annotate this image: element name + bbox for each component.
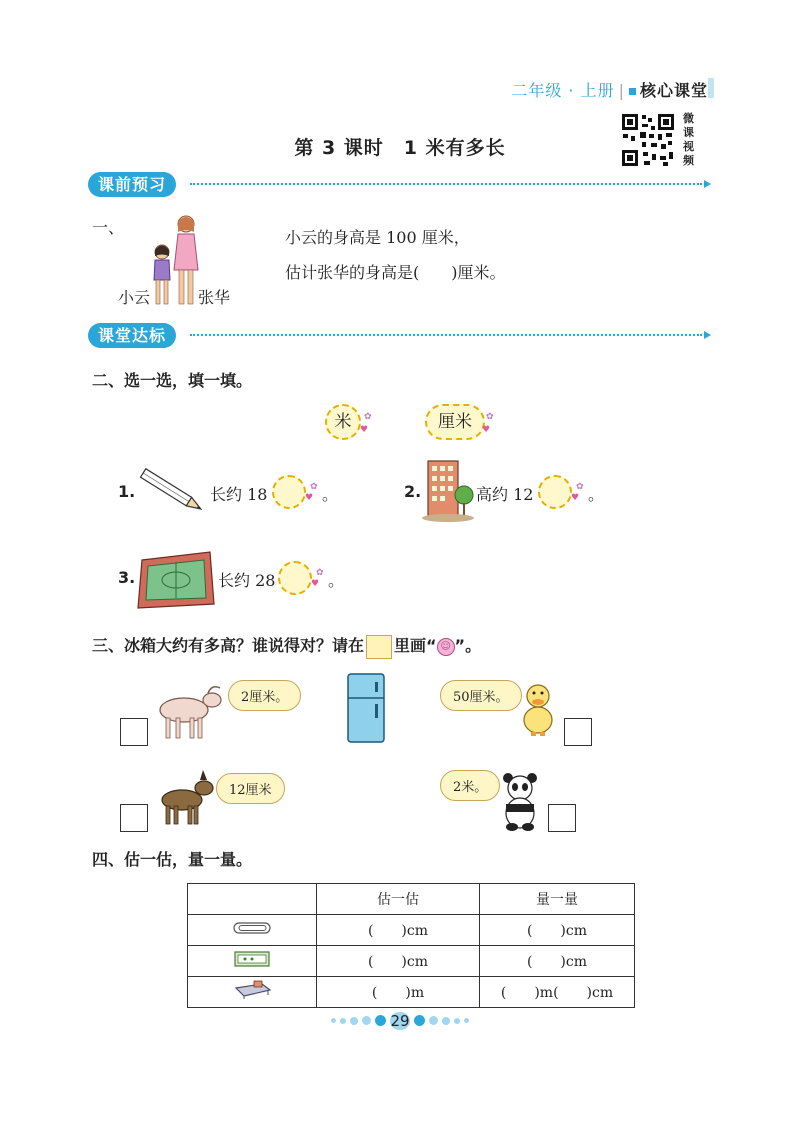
question-3-title: 三、冰箱大约有多高？谁说得对？请在 里画“ ☺ ”。 bbox=[92, 633, 481, 659]
star-icon: ✿ bbox=[316, 568, 324, 578]
option-centimeter: 厘米 bbox=[425, 404, 485, 440]
answer-box-duck[interactable] bbox=[564, 718, 592, 746]
table-row bbox=[188, 977, 635, 1008]
smiley-icon: ☺ bbox=[437, 638, 455, 656]
arrow-right-icon bbox=[704, 180, 711, 188]
question-number: 一、 bbox=[92, 218, 125, 237]
fridge-icon bbox=[345, 672, 387, 744]
heart-icon: ♥ bbox=[482, 425, 491, 435]
speech-bubble: 50厘米。 bbox=[440, 680, 522, 711]
measure-cell[interactable]: ( )cm bbox=[480, 946, 635, 977]
square-icon bbox=[629, 88, 636, 95]
paperclip-icon bbox=[188, 915, 317, 946]
star-icon: ✿ bbox=[576, 482, 584, 492]
table-header-row bbox=[188, 884, 635, 915]
table-header: 估一估 bbox=[317, 884, 480, 915]
panda-icon bbox=[498, 770, 542, 832]
star-icon: ✿ bbox=[486, 412, 494, 422]
item-text: 高约 12 bbox=[476, 485, 534, 504]
name-left: 小云 bbox=[118, 288, 151, 307]
building-icon bbox=[420, 455, 476, 523]
section-header-classwork bbox=[88, 323, 176, 346]
preview-line-2[interactable]: 估计张华的身高是( )厘米。 bbox=[285, 263, 506, 282]
section-pill: 课前预习 bbox=[88, 172, 176, 197]
page-number: 29 bbox=[390, 1011, 410, 1030]
heart-icon: ♥ bbox=[311, 579, 320, 589]
preview-line-1: 小云的身高是 100 厘米， bbox=[285, 228, 470, 247]
section-divider bbox=[190, 334, 702, 336]
table-row bbox=[188, 946, 635, 977]
item-text: 长约 18 bbox=[210, 485, 268, 504]
pencil-icon bbox=[134, 466, 210, 516]
grade-label: 二年级 · 上册 bbox=[511, 81, 615, 100]
speech-bubble: 2米。 bbox=[440, 770, 500, 801]
question-2-title: 二、选一选，填一填。 bbox=[92, 371, 253, 390]
page-header-tag: 二年级 · 上册 | 核心课堂 bbox=[511, 81, 708, 100]
arrow-right-icon bbox=[704, 331, 711, 339]
item-number: 3. bbox=[118, 568, 136, 587]
measure-table bbox=[187, 883, 635, 1008]
answer-circle[interactable] bbox=[538, 475, 572, 509]
heart-icon: ♥ bbox=[360, 425, 369, 435]
table-header: 量一量 bbox=[480, 884, 635, 915]
answer-circle[interactable] bbox=[272, 475, 306, 509]
section-pill: 课堂达标 bbox=[88, 323, 176, 348]
measure-cell[interactable]: ( )cm bbox=[480, 915, 635, 946]
header-accent-bar bbox=[708, 78, 714, 98]
item-number: 2. bbox=[404, 482, 422, 501]
answer-box-panda[interactable] bbox=[548, 804, 576, 832]
estimate-cell[interactable]: ( )cm bbox=[317, 915, 480, 946]
qr-caption: 微课视频 bbox=[683, 112, 694, 167]
heart-icon: ♥ bbox=[305, 493, 314, 503]
section-divider bbox=[190, 183, 702, 185]
pool-icon bbox=[136, 548, 216, 610]
answer-box-goat[interactable] bbox=[120, 718, 148, 746]
option-meter: 米 bbox=[325, 404, 361, 440]
star-icon: ✿ bbox=[310, 482, 318, 492]
table-header bbox=[188, 884, 317, 915]
duck-icon bbox=[514, 680, 562, 740]
star-icon: ✿ bbox=[364, 412, 372, 422]
example-box bbox=[366, 635, 392, 659]
name-right: 张华 bbox=[198, 288, 231, 307]
measure-cell[interactable]: ( )m( )cm bbox=[480, 977, 635, 1008]
page-footer bbox=[0, 1010, 800, 1030]
answer-box-dog[interactable] bbox=[120, 804, 148, 832]
item-text: 长约 28 bbox=[218, 571, 276, 590]
speech-bubble: 2厘米。 bbox=[228, 680, 301, 711]
answer-circle[interactable] bbox=[278, 561, 312, 595]
goat-icon bbox=[150, 682, 230, 742]
question-4-title: 四、估一估，量一量。 bbox=[92, 850, 253, 869]
qr-code-icon[interactable] bbox=[620, 112, 676, 168]
dog-icon bbox=[150, 770, 220, 828]
lesson-title: 第 3 课时 1 米有多长 bbox=[294, 137, 506, 159]
section-label: 核心课堂 bbox=[639, 81, 708, 100]
heart-icon: ♥ bbox=[571, 493, 580, 503]
eraser-icon bbox=[188, 946, 317, 977]
item-number: 1. bbox=[118, 482, 136, 501]
estimate-cell[interactable]: ( )cm bbox=[317, 946, 480, 977]
table-row bbox=[188, 915, 635, 946]
estimate-cell[interactable]: ( )m bbox=[317, 977, 480, 1008]
desk-icon bbox=[188, 977, 317, 1008]
speech-bubble: 12厘米 bbox=[216, 773, 285, 804]
section-header-preview bbox=[88, 172, 176, 195]
